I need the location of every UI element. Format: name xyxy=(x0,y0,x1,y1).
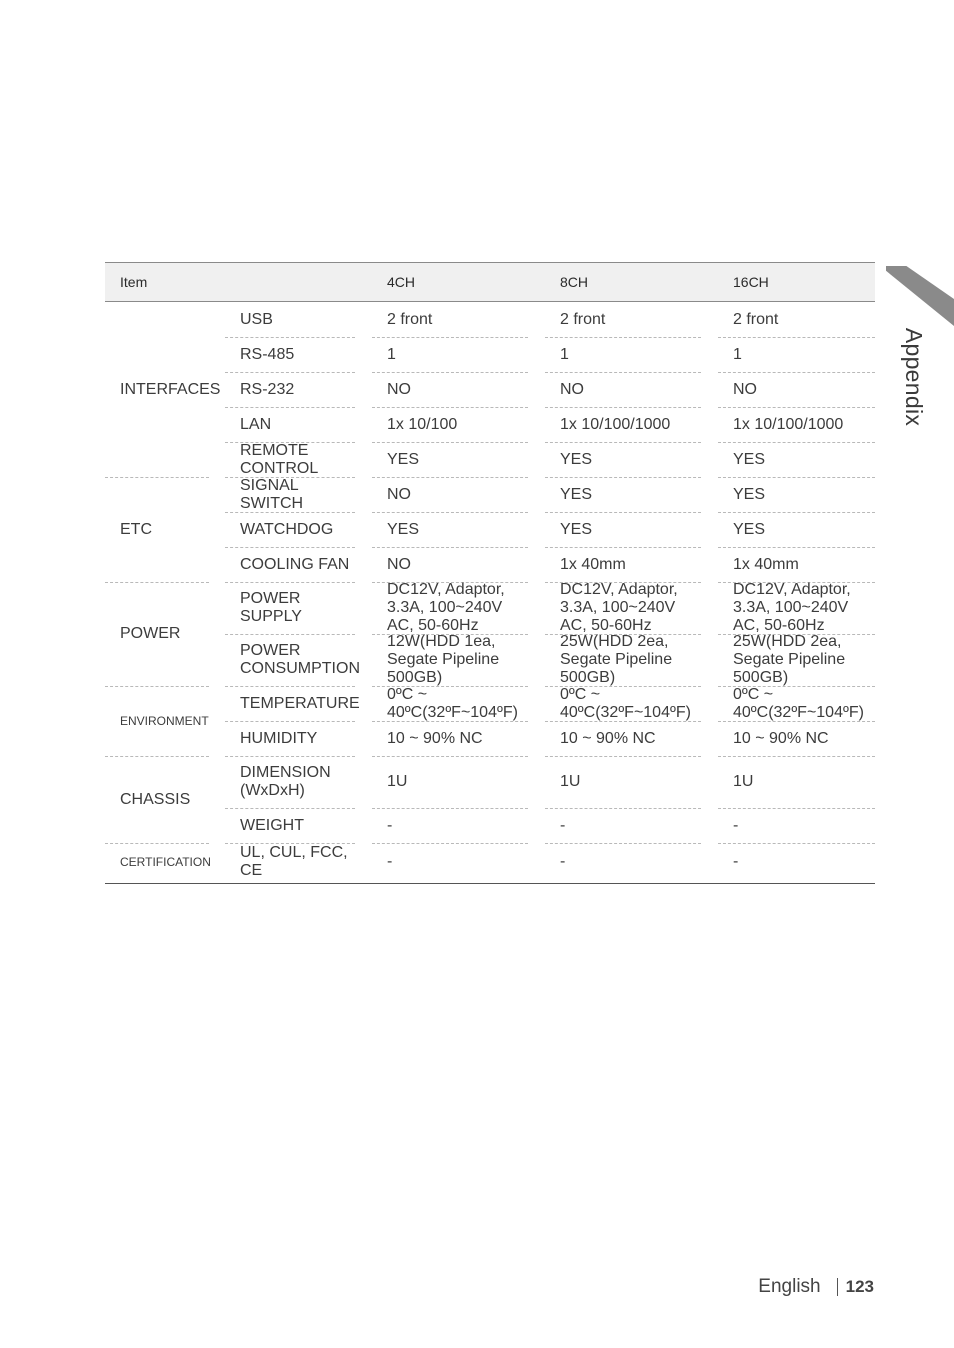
cell-16ch: 25W(HDD 2ea, Segate Pipeline 500GB) xyxy=(733,633,846,686)
header-8ch: 8CH xyxy=(560,274,589,290)
cell-4ch: 10 ~ 90% NC xyxy=(387,729,483,747)
cell-4ch: YES xyxy=(387,450,420,468)
cell-8ch: 2 front xyxy=(560,310,606,328)
row-item-label: POWER CONSUMPTION xyxy=(240,642,360,677)
cell-8ch: - xyxy=(560,816,566,834)
cell-16ch: DC12V, Adaptor, 3.3A, 100~240V AC, 50-60Hz xyxy=(733,581,851,634)
cell-4ch: NO xyxy=(387,485,411,503)
row-item-label: POWER SUPPLY xyxy=(240,590,302,625)
row-item-label: SIGNAL SWITCH xyxy=(240,476,304,512)
group-label: CHASSIS xyxy=(120,790,191,808)
page-number: 123 xyxy=(845,1277,874,1296)
table-bottom-rule xyxy=(105,883,875,884)
row-item-label: DIMENSION (WxDxH) xyxy=(240,764,331,799)
cell-16ch: - xyxy=(733,853,739,870)
row-item-label: HUMIDITY xyxy=(240,729,318,747)
spec-table xyxy=(105,262,875,302)
cell-4ch: - xyxy=(387,816,393,834)
header-item: Item xyxy=(120,274,148,290)
footer-separator xyxy=(837,1278,838,1296)
cell-16ch: 10 ~ 90% NC xyxy=(733,729,829,747)
cell-4ch: 1 xyxy=(387,345,396,363)
cell-8ch: 1 xyxy=(560,345,569,363)
group-label: ENVIRONMENT xyxy=(120,714,209,728)
row-item-label: UL, CUL, FCC, CE xyxy=(240,844,348,879)
footer-language: English xyxy=(758,1276,821,1297)
cell-16ch: 2 front xyxy=(733,310,779,328)
cell-8ch: NO xyxy=(560,380,584,398)
group-label: INTERFACES xyxy=(120,380,221,398)
cell-8ch: DC12V, Adaptor, 3.3A, 100~240V AC, 50-60Hz xyxy=(560,581,678,634)
row-item-label: WEIGHT xyxy=(240,816,304,834)
cell-4ch: 1x 10/100 xyxy=(387,415,458,433)
row-item-label: COOLING FAN xyxy=(240,555,350,573)
cell-8ch: 1x 40mm xyxy=(560,555,626,573)
cell-4ch: YES xyxy=(387,520,420,538)
cell-4ch: NO xyxy=(387,380,411,398)
row-item-label: RS-232 xyxy=(240,380,295,398)
table-header xyxy=(105,262,875,302)
cell-8ch: YES xyxy=(560,450,593,468)
cell-8ch: YES xyxy=(560,485,593,503)
cell-16ch: NO xyxy=(733,380,757,398)
cell-4ch: - xyxy=(387,853,393,870)
cell-8ch: 1U xyxy=(560,773,581,790)
group-label: POWER xyxy=(120,625,181,642)
cell-16ch: 1 xyxy=(733,345,742,363)
row-item-label: RS-485 xyxy=(240,345,295,363)
cell-16ch: 1x 40mm xyxy=(733,555,799,573)
cell-4ch: 2 front xyxy=(387,310,433,328)
cell-16ch: 0ºC ~ 40ºC(32ºF~104ºF) xyxy=(733,685,864,721)
cell-16ch: - xyxy=(733,816,739,834)
side-tab-label: Appendix xyxy=(901,327,927,427)
row-item-label: USB xyxy=(240,310,273,328)
group-label: ETC xyxy=(120,520,152,538)
cell-8ch: - xyxy=(560,853,566,870)
cell-16ch: 1x 10/100/1000 xyxy=(733,415,844,433)
row-item-label: WATCHDOG xyxy=(240,520,334,538)
header-4ch: 4CH xyxy=(387,274,416,290)
cell-16ch: YES xyxy=(733,485,766,503)
cell-8ch: 10 ~ 90% NC xyxy=(560,729,656,747)
cell-4ch: 0ºC ~ 40ºC(32ºF~104ºF) xyxy=(387,685,518,721)
cell-4ch: NO xyxy=(387,555,411,573)
group-label: CERTIFICATION xyxy=(120,855,211,869)
cell-4ch: DC12V, Adaptor, 3.3A, 100~240V AC, 50-60Hz xyxy=(387,581,505,634)
header-16ch: 16CH xyxy=(733,274,769,290)
cell-16ch: YES xyxy=(733,520,766,538)
row-item-label: REMOTE CONTROL xyxy=(240,441,319,477)
cell-8ch: 0ºC ~ 40ºC(32ºF~104ºF) xyxy=(560,685,691,721)
cell-16ch: 1U xyxy=(733,773,754,790)
row-item-label: TEMPERATURE xyxy=(240,694,360,712)
cell-8ch: YES xyxy=(560,520,593,538)
cell-8ch: 25W(HDD 2ea, Segate Pipeline 500GB) xyxy=(560,633,673,686)
cell-4ch: 1U xyxy=(387,773,408,790)
page-footer xyxy=(758,1276,874,1298)
cell-8ch: 1x 10/100/1000 xyxy=(560,415,671,433)
cell-4ch: 12W(HDD 1ea, Segate Pipeline 500GB) xyxy=(387,633,500,686)
row-item-label: LAN xyxy=(240,415,272,433)
cell-16ch: YES xyxy=(733,450,766,468)
